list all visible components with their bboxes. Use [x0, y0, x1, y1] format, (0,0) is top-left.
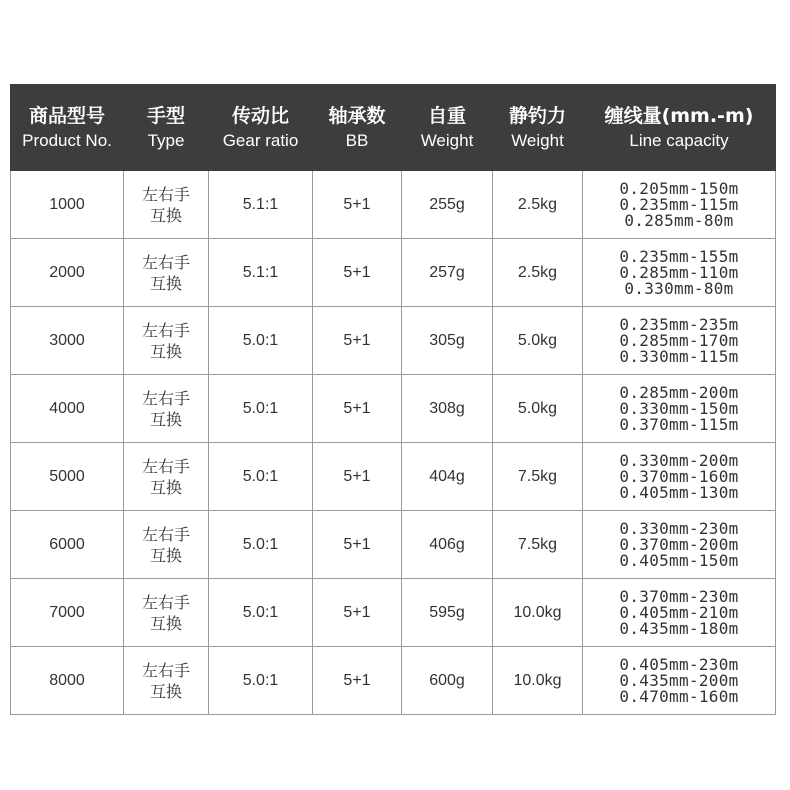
capacity-cell	[583, 579, 776, 647]
gear-ratio-cell: 5.1:1	[209, 171, 313, 239]
weight-cell: 257g	[402, 239, 493, 307]
type-cell	[124, 239, 209, 307]
bb-cell: 5+1	[313, 239, 402, 307]
header-zh: 轴承数	[328, 104, 386, 127]
header-en: Product No.	[22, 130, 112, 150]
type-line: 互换	[149, 273, 182, 293]
type-cell	[124, 443, 209, 511]
capacity-cell	[583, 171, 776, 239]
header-en: Line capacity	[629, 130, 729, 150]
gear-ratio-cell: 5.0:1	[209, 307, 313, 375]
header-zh: 手型	[146, 104, 185, 127]
capacity-line: 0.330mm-230m	[619, 518, 739, 538]
capacity-cell	[583, 239, 776, 307]
bb-cell: 5+1	[313, 511, 402, 579]
bb-cell: 5+1	[313, 443, 402, 511]
header-zh: 传动比	[231, 104, 289, 127]
type-cell	[124, 307, 209, 375]
gear-ratio-cell: 5.0:1	[209, 375, 313, 443]
header-en: Gear ratio	[222, 130, 299, 150]
capacity-line: 0.235mm-235m	[619, 314, 739, 334]
type-line: 左右手	[141, 456, 190, 476]
bb-cell: 5+1	[313, 171, 402, 239]
drag-cell: 5.0kg	[493, 375, 583, 443]
type-line: 左右手	[141, 320, 190, 340]
gear-ratio-cell: 5.0:1	[209, 579, 313, 647]
type-line: 左右手	[141, 524, 190, 544]
spec-table	[10, 84, 776, 715]
capacity-line: 0.470mm-160m	[619, 686, 739, 706]
table-row	[11, 647, 776, 715]
capacity-line: 0.370mm-160m	[619, 466, 739, 486]
capacity-line: 0.330mm-115m	[619, 346, 739, 366]
gear-ratio-cell: 5.0:1	[209, 647, 313, 715]
header-en: Weight	[420, 130, 474, 150]
capacity-line: 0.285mm-170m	[619, 330, 739, 350]
weight-cell: 255g	[402, 171, 493, 239]
model-cell: 8000	[11, 647, 124, 715]
bb-cell: 5+1	[313, 307, 402, 375]
capacity-cell	[583, 443, 776, 511]
type-line: 互换	[149, 545, 182, 565]
capacity-line: 0.370mm-230m	[619, 586, 739, 606]
weight-cell: 595g	[402, 579, 493, 647]
type-line: 左右手	[141, 660, 190, 680]
capacity-cell	[583, 375, 776, 443]
model-cell: 7000	[11, 579, 124, 647]
bb-cell: 5+1	[313, 579, 402, 647]
capacity-line: 0.370mm-200m	[619, 534, 739, 554]
capacity-cell	[583, 511, 776, 579]
capacity-line: 0.285mm-110m	[619, 262, 739, 282]
capacity-cell	[583, 647, 776, 715]
table-row	[11, 511, 776, 579]
type-cell	[124, 647, 209, 715]
header-row	[11, 85, 776, 171]
type-line: 互换	[149, 409, 182, 429]
capacity-line: 0.235mm-115m	[619, 194, 739, 214]
capacity-line: 0.285mm-200m	[619, 382, 739, 402]
capacity-line: 0.405mm-130m	[619, 482, 739, 502]
header-bb	[313, 85, 402, 171]
capacity-line: 0.370mm-115m	[619, 414, 739, 434]
capacity-line: 0.285mm-80m	[624, 210, 734, 230]
header-line-capacity	[583, 85, 776, 171]
header-gear-ratio	[209, 85, 313, 171]
type-line: 互换	[149, 341, 182, 361]
type-cell	[124, 375, 209, 443]
drag-cell: 2.5kg	[493, 171, 583, 239]
gear-ratio-cell: 5.0:1	[209, 443, 313, 511]
header-weight	[402, 85, 493, 171]
header-en: BB	[345, 130, 369, 150]
weight-cell: 600g	[402, 647, 493, 715]
model-cell: 1000	[11, 171, 124, 239]
bb-cell: 5+1	[313, 375, 402, 443]
type-line: 左右手	[141, 388, 190, 408]
model-cell: 5000	[11, 443, 124, 511]
header-product-no	[11, 85, 124, 171]
header-zh: 自重	[427, 104, 466, 127]
capacity-line: 0.330mm-200m	[619, 450, 739, 470]
capacity-cell	[583, 307, 776, 375]
type-cell	[124, 171, 209, 239]
table-row	[11, 307, 776, 375]
type-line: 左右手	[141, 184, 190, 204]
table-row	[11, 171, 776, 239]
capacity-line: 0.405mm-230m	[619, 654, 739, 674]
weight-cell: 308g	[402, 375, 493, 443]
capacity-line: 0.435mm-180m	[619, 618, 739, 638]
type-cell	[124, 511, 209, 579]
capacity-line: 0.405mm-150m	[619, 550, 739, 570]
drag-cell: 7.5kg	[493, 511, 583, 579]
header-type	[124, 85, 209, 171]
type-cell	[124, 579, 209, 647]
header-zh: 静钓力	[508, 104, 566, 127]
type-line: 互换	[149, 477, 182, 497]
model-cell: 4000	[11, 375, 124, 443]
drag-cell: 10.0kg	[493, 579, 583, 647]
model-cell: 2000	[11, 239, 124, 307]
table-row	[11, 579, 776, 647]
capacity-line: 0.405mm-210m	[619, 602, 739, 622]
capacity-line: 0.235mm-155m	[619, 246, 739, 266]
capacity-line: 0.205mm-150m	[619, 178, 739, 198]
header-zh: 商品型号	[28, 104, 105, 127]
capacity-line: 0.435mm-200m	[619, 670, 739, 690]
bb-cell: 5+1	[313, 647, 402, 715]
gear-ratio-cell: 5.1:1	[209, 239, 313, 307]
weight-cell: 406g	[402, 511, 493, 579]
capacity-line: 0.330mm-80m	[624, 278, 734, 298]
gear-ratio-cell: 5.0:1	[209, 511, 313, 579]
type-line: 互换	[149, 681, 182, 701]
capacity-line: 0.330mm-150m	[619, 398, 739, 418]
table-row	[11, 443, 776, 511]
type-line: 互换	[149, 205, 182, 225]
table-row	[11, 239, 776, 307]
type-line: 互换	[149, 613, 182, 633]
drag-cell: 10.0kg	[493, 647, 583, 715]
type-line: 左右手	[141, 592, 190, 612]
weight-cell: 404g	[402, 443, 493, 511]
header-en: Type	[147, 130, 185, 150]
drag-cell: 5.0kg	[493, 307, 583, 375]
header-zh: 缠线量(mm.-m)	[604, 104, 754, 127]
weight-cell: 305g	[402, 307, 493, 375]
table-row	[11, 375, 776, 443]
drag-cell: 2.5kg	[493, 239, 583, 307]
type-line: 左右手	[141, 252, 190, 272]
drag-cell: 7.5kg	[493, 443, 583, 511]
header-en: Weight	[511, 130, 564, 150]
header-drag	[493, 85, 583, 171]
model-cell: 3000	[11, 307, 124, 375]
model-cell: 6000	[11, 511, 124, 579]
